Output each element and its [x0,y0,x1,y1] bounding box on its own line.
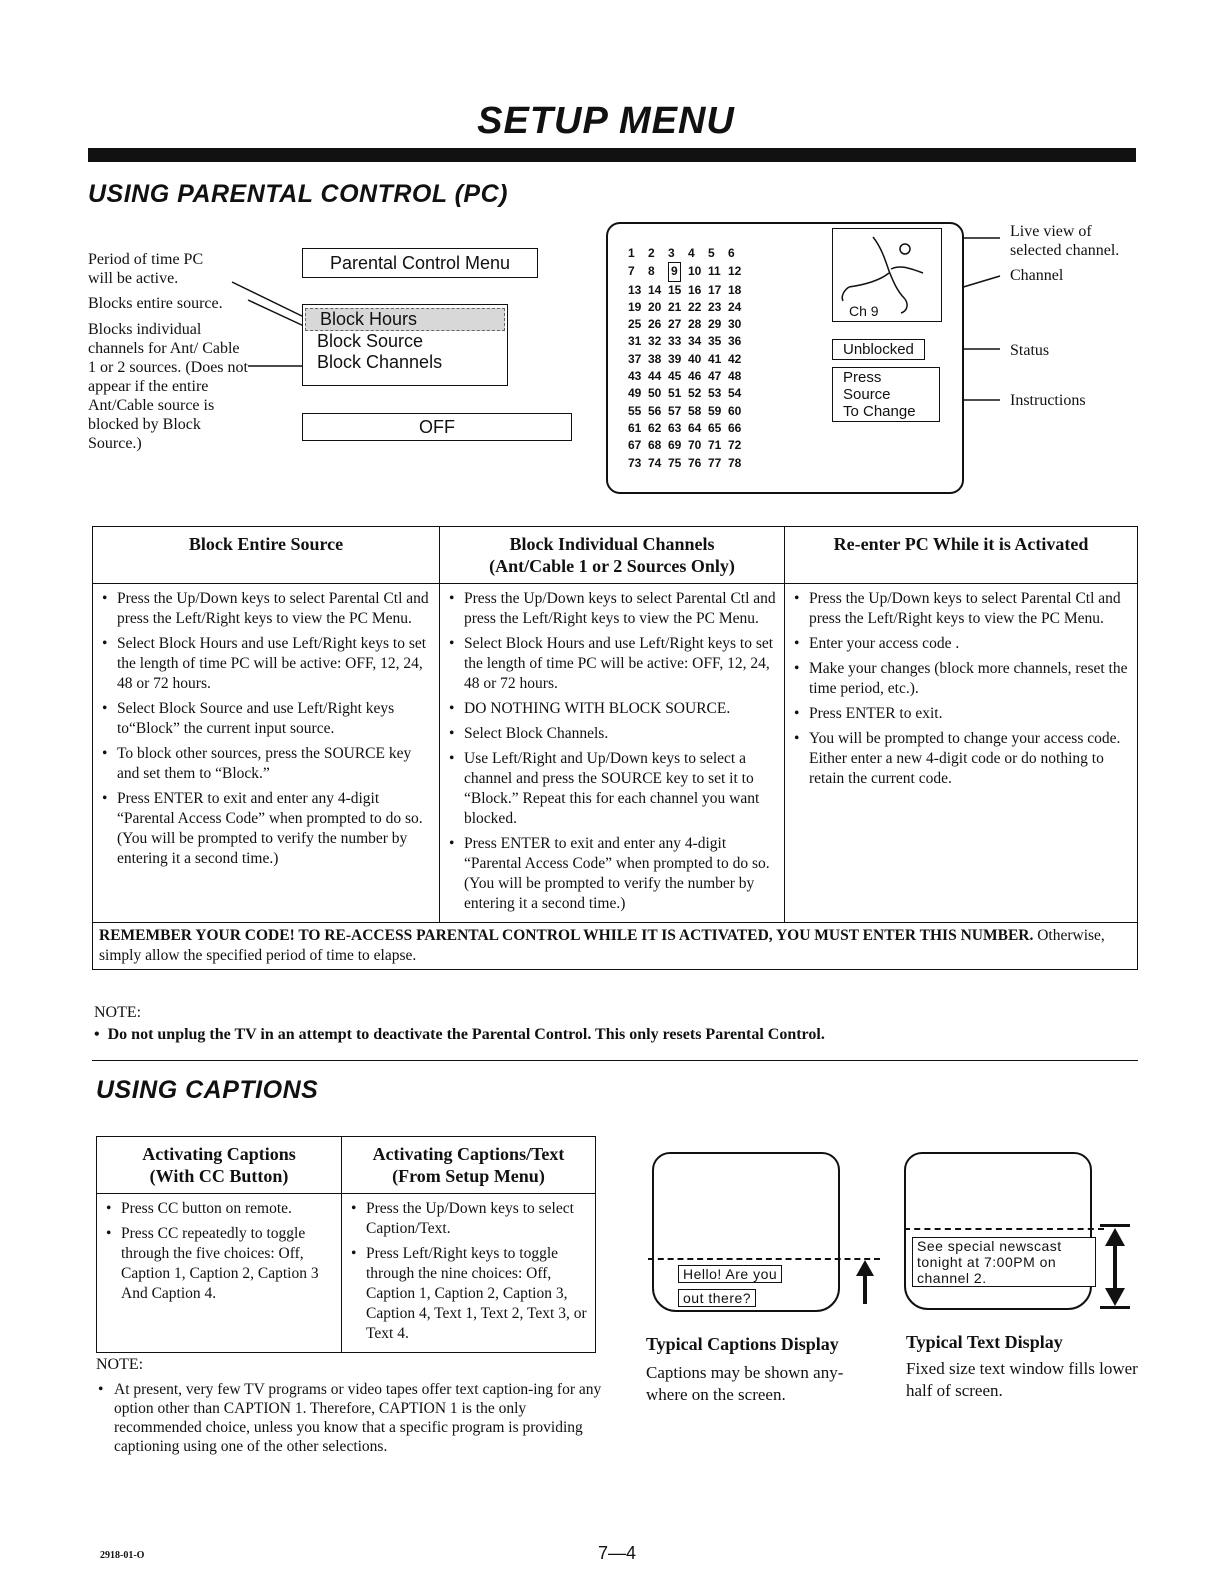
channel-number[interactable]: 16 [688,282,702,297]
channel-number[interactable]: 27 [668,317,682,332]
channel-row [628,299,748,316]
channel-number[interactable]: 14 [648,282,662,297]
label-period-of-time: Period of time PC will be active. [88,251,204,287]
channel-number[interactable]: 42 [728,351,742,366]
selected-channel[interactable]: 9 [668,262,681,281]
channel-number[interactable]: 17 [708,282,722,297]
instruction-line-1: Press [843,369,882,386]
header-from-setup-menu: (From Setup Menu) [392,1166,545,1186]
channel-number[interactable]: 50 [648,386,662,401]
channel-number[interactable]: 54 [728,386,742,401]
label-blocks-source: Blocks entire source. [88,295,223,312]
instruction-item: • Press the Up/Down keys to select Parental Ctl and press the Left/Right keys to view the PC Menu. [790,589,1132,629]
note1-label: NOTE: [94,1004,142,1021]
channel-number[interactable]: 47 [708,369,722,384]
channel-number[interactable]: 20 [648,299,662,314]
channel-number[interactable]: 51 [668,386,682,401]
caption-line-2: out there? [678,1289,756,1307]
text-display-text: Fixed size text window fills lower half of screen. [906,1359,1138,1400]
instruction-item: • Select Block Hours and use Left/Right keys to set the length of time PC will be active: OFF, 12, 24, 48 or 72 hours. [445,634,779,694]
col-block-individual-channels [440,584,785,923]
channel-row [628,385,748,402]
channel-number[interactable]: 77 [708,455,722,470]
channel-row [628,333,748,350]
captions-display-text: Captions may be shown any-where on the screen. [646,1363,844,1404]
text-window [912,1237,1096,1287]
channel-number[interactable]: 33 [668,334,682,349]
instruction-item: • Use Left/Right and Up/Down keys to select a channel and press the SOURCE key to set it to “Block.” Repeat this for each channel you want blocked. [445,749,779,829]
double-arrow-icon [1098,1224,1132,1310]
channel-number[interactable]: 37 [628,351,642,366]
menu-title-box [302,248,538,278]
channel-number[interactable]: 7 [628,264,635,279]
header-block-entire-source: Block Entire Source [93,527,440,584]
instruction-item: • Press ENTER to exit and enter any 4-digit “Parental Access Code” when prompted to do so. (You will be prompted to verify the number by entering it a second time.) [98,789,434,869]
text-line-1: See special newscast [917,1238,1062,1254]
channel-number[interactable]: 6 [728,246,735,260]
channel-number[interactable]: 56 [648,403,662,418]
text-region-line [904,1228,1104,1230]
live-view-box [832,228,942,322]
channel-row [628,316,748,333]
channel-number[interactable]: 69 [668,438,682,453]
channel-number[interactable]: 3 [668,246,675,260]
channel-number[interactable]: 8 [648,264,655,279]
channel-number[interactable]: 46 [688,369,702,384]
annotation-channel: Channel [1010,267,1064,284]
instruction-item: • Press Left/Right keys to toggle through the nine choices: Off, Caption 1, Caption 2, Caption 3, Caption 4, Text 1, Text 2, Text 3, or Text 4. [347,1244,590,1344]
channel-number[interactable]: 45 [668,369,682,384]
instruction-item: • Press the Up/Down keys to select Parental Ctl and press the Left/Right keys to view the PC Menu. [445,589,779,629]
channel-number[interactable]: 38 [648,351,662,366]
note1-item: • Do not unplug the TV in an attempt to deactivate the Parental Control. This only resets Parental Control. [94,1026,825,1043]
captions-display-title: Typical Captions Display [646,1334,839,1354]
channel-number[interactable]: 19 [628,299,642,314]
channel-number[interactable]: 35 [708,334,722,349]
preview-channel-label: Ch 9 [849,303,879,319]
channel-number[interactable]: 66 [728,420,742,435]
instruction-item: • Press CC button on remote. [102,1199,336,1219]
header-block-individual-channels: Block Individual Channels (Ant/Cable 1 or 2 Sources Only) [440,527,785,584]
menu-item-block-source[interactable]: Block Source [317,331,424,351]
captions-tv-screen [652,1152,840,1312]
col-re-enter-pc [785,584,1138,923]
channel-number[interactable]: 63 [668,420,682,435]
text-line-2: tonight at 7:00PM on [917,1254,1057,1270]
channel-number[interactable]: 36 [728,334,742,349]
channel-number[interactable]: 32 [648,334,662,349]
channel-row [628,437,748,454]
header-re-enter-pc: Re-enter PC While it is Activated [785,527,1138,584]
menu-value-box[interactable] [302,413,572,441]
channel-number[interactable]: 71 [708,438,722,453]
note2-bullet: • [98,1381,104,1398]
channel-number[interactable]: 5 [708,246,715,260]
channel-number[interactable]: 48 [728,369,742,384]
channel-number[interactable]: 1 [628,246,635,260]
text-display-title: Typical Text Display [906,1332,1063,1352]
header-activating-captions-text: Activating Captions/Text (From Setup Menu) [342,1137,596,1194]
menu-title: Parental Control Menu [329,253,511,273]
channel-number[interactable]: 61 [628,420,642,435]
col-cc-button [97,1194,342,1353]
section-heading-captions: USING CAPTIONS [96,1076,319,1104]
menu-item-block-channels[interactable]: Block Channels [317,352,443,372]
col-setup-menu [342,1194,596,1353]
channel-number[interactable]: 65 [708,420,722,435]
arrow-up-icon [850,1258,880,1308]
channel-number[interactable]: 64 [688,420,702,435]
channel-number[interactable]: 68 [648,438,662,453]
channel-number[interactable]: 58 [688,403,702,418]
channel-number[interactable]: 74 [648,455,662,470]
menu-list [302,304,508,386]
channel-number[interactable]: 49 [628,386,642,401]
instruction-item: • Select Block Hours and use Left/Right keys to set the length of time PC will be active: OFF, 12, 24, 48 or 72 hours. [98,634,434,694]
channel-number[interactable]: 15 [668,282,682,297]
captions-region-line [648,1258,880,1260]
channel-number[interactable]: 67 [628,438,642,453]
channel-number[interactable]: 28 [688,317,702,332]
page-title: SETUP MENU [477,100,735,142]
instruction-item: • Press the Up/Down keys to select Caption/Text. [347,1199,590,1239]
channel-number[interactable]: 23 [708,299,722,314]
doc-code: 2918-01-O [100,1550,145,1561]
remember-code-rest: Otherwise, simply allow the specified period of time to elapse. [99,927,1105,964]
channel-row [628,368,748,385]
instruction-item: • Press ENTER to exit. [790,704,1132,724]
channel-number[interactable]: 59 [708,403,722,418]
channel-number[interactable]: 39 [668,351,682,366]
channel-row [628,351,748,368]
channel-number[interactable]: 12 [728,264,742,279]
instruction-line-3: To Change [843,403,916,420]
header-activating-captions: Activating Captions (With CC Button) [97,1137,342,1194]
instructions-box [832,367,940,422]
channel-number[interactable]: 41 [708,351,722,366]
channel-number[interactable]: 40 [688,351,702,366]
channel-row [628,262,748,281]
menu-value: OFF [419,417,455,437]
channel-number[interactable]: 55 [628,403,642,418]
instruction-item: • Select Block Channels. [445,724,779,744]
note2-item [96,1380,606,1456]
channel-number[interactable]: 76 [688,455,702,470]
instruction-item: • Enter your access code . [790,634,1132,654]
channel-number[interactable]: 11 [708,264,721,279]
channel-row [628,403,748,420]
label-blocks-channels: Blocks individual channels for Ant/ Cable 1 or 2 sources. (Does not appear if the entire Ant/Cable source is blocked by Block Source.) [88,321,248,452]
channel-number[interactable] [668,262,688,281]
instruction-item: • Press the Up/Down keys to select Parental Ctl and press the Left/Right keys to view the PC Menu. [98,589,434,629]
status-box [832,339,925,360]
channel-number[interactable]: 73 [628,455,642,470]
text-line-3: channel 2. [917,1270,987,1286]
section-heading-parental-control: USING PARENTAL CONTROL (PC) [88,180,508,208]
header-sub-ant-cable: (Ant/Cable 1 or 2 Sources Only) [489,556,735,576]
note2-text: At present, very few TV programs or video tapes offer text caption-ing for any option other than CAPTION 1. Therefore, CAPTION 1 is the only recommended choice, unless you know that a specific program is providing captioning using one of the other selections. [114,1381,602,1455]
menu-item-block-hours[interactable]: Block Hours [305,308,505,331]
channel-number[interactable]: 29 [708,317,722,332]
channel-number[interactable]: 2 [648,246,655,260]
channel-number[interactable]: 70 [688,438,702,453]
instruction-item: • You will be prompted to change your access code. Either enter a new 4-digit code or do nothing to retain the current code. [790,729,1132,789]
instruction-item: • To block other sources, press the SOURCE key and set them to “Block.” [98,744,434,784]
channel-number[interactable]: 60 [728,403,742,418]
channel-number[interactable]: 30 [728,317,742,332]
channel-number[interactable]: 75 [668,455,682,470]
channel-number[interactable]: 44 [648,369,662,384]
annotation-instructions: Instructions [1010,392,1086,409]
channel-row [628,420,748,437]
status-value: Unblocked [843,341,914,358]
channel-number[interactable]: 31 [628,334,642,349]
instruction-item: • Select Block Source and use Left/Right keys to“Block” the current input source. [98,699,434,739]
annotation-status: Status [1010,342,1050,359]
channel-number[interactable]: 52 [688,386,702,401]
instruction-item: • Press ENTER to exit and enter any 4-digit “Parental Access Code” when prompted to do so. (You will be prompted to verify the number by entering it a second time.) [445,834,779,914]
page-number: 7—4 [598,1543,637,1563]
parental-control-table [92,526,1138,970]
channel-number[interactable]: 18 [728,282,742,297]
channel-number[interactable]: 4 [688,246,695,260]
remember-code-bold: REMEMBER YOUR CODE! TO RE-ACCESS PARENTAL CONTROL WHILE IT IS ACTIVATED, YOU MUST ENTER THIS NUMBER. [99,927,1034,944]
caption-line-1: Hello! Are you [678,1265,782,1283]
instruction-line-2: Source [843,386,891,403]
section-divider [92,1060,1138,1061]
channel-number[interactable]: 26 [648,317,662,332]
channel-number[interactable]: 53 [708,386,722,401]
instruction-item: • Make your changes (block more channels, reset the time period, etc.). [790,659,1132,699]
header-with-cc-button: (With CC Button) [149,1166,289,1186]
channel-number[interactable]: 34 [688,334,702,349]
channel-number[interactable]: 57 [668,403,682,418]
channel-row [628,245,748,262]
channel-row [628,455,748,472]
channel-number[interactable]: 72 [728,438,742,453]
channel-number[interactable]: 13 [628,282,642,297]
channel-number[interactable]: 10 [688,264,702,279]
channel-number[interactable]: 25 [628,317,642,332]
note2-label: NOTE: [96,1356,144,1373]
channel-number[interactable]: 24 [728,299,742,314]
channel-grid [628,245,748,472]
remember-code-row [93,923,1138,970]
annotation-live-view: Live view of selected channel. [1010,223,1120,259]
channel-number[interactable]: 22 [688,299,702,314]
channel-number[interactable]: 78 [728,455,742,470]
captions-table [96,1136,596,1353]
channel-number[interactable]: 43 [628,369,642,384]
channel-row [628,282,748,299]
channel-number[interactable]: 62 [648,420,662,435]
channel-number[interactable]: 21 [668,299,682,314]
instruction-item: • Press CC repeatedly to toggle through the five choices: Off, Caption 1, Caption 2, Caption 3 And Caption 4. [102,1224,336,1304]
instruction-item: • DO NOTHING WITH BLOCK SOURCE. [445,699,779,719]
col-block-entire-source [93,584,440,923]
